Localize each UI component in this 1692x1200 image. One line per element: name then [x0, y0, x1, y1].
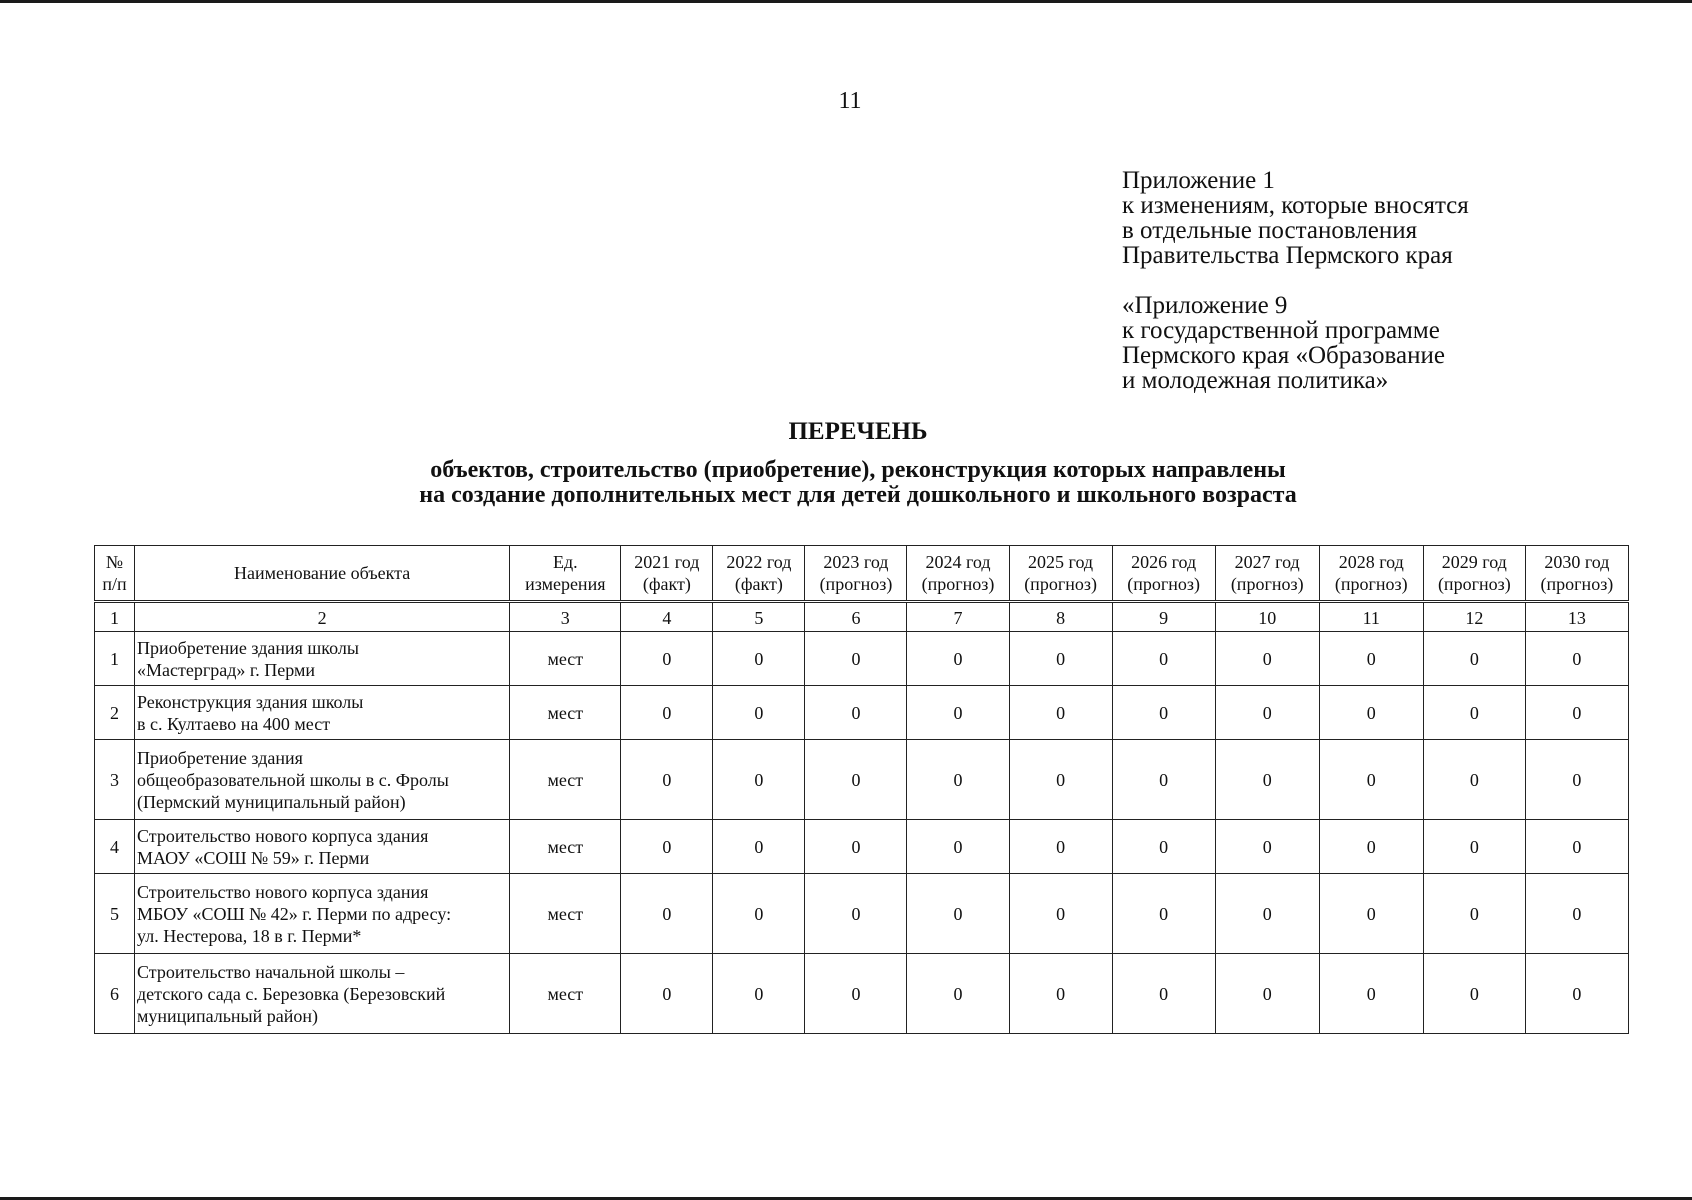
column-number-cell: 9 [1112, 602, 1215, 632]
header-text: 2027 год [1234, 552, 1300, 572]
value-cell: 0 [805, 874, 907, 954]
value-cell: 0 [1215, 820, 1319, 874]
value-cell: 0 [1009, 632, 1112, 686]
value-cell: 0 [1009, 954, 1112, 1034]
object-name-line: общеобразовательной школы в с. Фролы [137, 769, 449, 790]
object-name-line: «Мастерград» г. Перми [137, 659, 315, 680]
value-cell: 0 [1215, 874, 1319, 954]
value-cell: 0 [1525, 632, 1628, 686]
object-name-line: Строительство нового корпуса здания [137, 881, 429, 902]
value-cell: 0 [1009, 874, 1112, 954]
object-name [135, 874, 510, 954]
value-cell: 0 [713, 954, 805, 1034]
header-text: (факт) [642, 574, 691, 594]
annex-quoted-line: «Приложение 9 [1122, 292, 1288, 319]
column-number-cell: 4 [621, 602, 713, 632]
value-cell: 0 [1009, 686, 1112, 740]
annex-line: Приложение 1 [1122, 167, 1275, 194]
value-cell: 0 [713, 632, 805, 686]
value-cell: 0 [907, 740, 1009, 820]
unit-cell: мест [510, 954, 621, 1034]
table-row [95, 820, 1629, 874]
value-cell: 0 [1319, 954, 1423, 1034]
value-cell: 0 [907, 820, 1009, 874]
header-text: 2024 год [925, 552, 991, 572]
value-cell: 0 [713, 874, 805, 954]
value-cell: 0 [1319, 632, 1423, 686]
header-cell-name [135, 546, 510, 602]
value-cell: 0 [1319, 874, 1423, 954]
object-name-line: муниципальный район) [137, 1005, 319, 1026]
value-cell: 0 [907, 874, 1009, 954]
header-text: (прогноз) [1127, 574, 1200, 594]
column-number-cell: 8 [1009, 602, 1112, 632]
table-row [95, 874, 1629, 954]
value-cell: 0 [1112, 740, 1215, 820]
header-text: 2026 год [1131, 552, 1197, 572]
header-text: Ед. [552, 552, 578, 572]
header-cell-unit [510, 546, 621, 602]
annex-line: Правительства Пермского края [1122, 242, 1453, 269]
header-cell-year [1112, 546, 1215, 602]
object-name-line: Строительство нового корпуса здания [137, 825, 429, 846]
header-cell-year [621, 546, 713, 602]
annex-quoted-line: и молодежная политика» [1122, 367, 1389, 394]
value-cell: 0 [713, 740, 805, 820]
value-cell: 0 [621, 954, 713, 1034]
object-name-line: МБОУ «СОШ № 42» г. Перми по адресу: [137, 903, 452, 924]
value-cell: 0 [621, 632, 713, 686]
header-cell-year [907, 546, 1009, 602]
header-cell-year [1215, 546, 1319, 602]
value-cell: 0 [1319, 686, 1423, 740]
value-cell: 0 [621, 740, 713, 820]
value-cell: 0 [1112, 874, 1215, 954]
column-number-cell: 2 [135, 602, 510, 632]
value-cell: 0 [805, 954, 907, 1034]
header-cell-year [713, 546, 805, 602]
header-text: 2029 год [1441, 552, 1507, 572]
column-number-cell: 12 [1423, 602, 1525, 632]
object-name-line: детского сада с. Березовка (Березовский [137, 983, 446, 1004]
object-name-line: Приобретение здания [137, 747, 303, 768]
value-cell: 0 [907, 954, 1009, 1034]
unit-cell: мест [510, 686, 621, 740]
value-cell: 0 [713, 686, 805, 740]
value-cell: 0 [1423, 632, 1525, 686]
header-text: № [105, 552, 124, 572]
header-text: (прогноз) [1540, 574, 1614, 594]
value-cell: 0 [621, 874, 713, 954]
column-number-cell: 10 [1215, 602, 1319, 632]
header-text: (факт) [734, 574, 783, 594]
annex-quoted-line: Пермского края «Образование [1122, 342, 1445, 369]
header-row [95, 546, 1629, 602]
header-text: 2021 год [634, 552, 700, 572]
value-cell: 0 [1423, 686, 1525, 740]
column-number-cell: 3 [510, 602, 621, 632]
table-row [95, 632, 1629, 686]
header-text: (прогноз) [1230, 574, 1304, 594]
header-cell-year [1525, 546, 1628, 602]
header-text: 2030 год [1544, 552, 1610, 572]
object-name-line: Приобретение здания школы [137, 637, 359, 658]
top-scan-edge [0, 0, 1692, 3]
object-name [135, 686, 510, 740]
column-number-cell: 13 [1525, 602, 1628, 632]
table-row [95, 954, 1629, 1034]
object-name [135, 820, 510, 874]
object-name-line: МАОУ «СОШ № 59» г. Перми [137, 847, 370, 868]
value-cell: 0 [1525, 874, 1628, 954]
annex-quoted-line: к государственной программе [1122, 317, 1440, 344]
document-subtitle [0, 458, 1692, 508]
annex-spacer [1122, 268, 1469, 293]
subtitle-line: на создание дополнительных мест для детей дошкольного и школьного возраста [419, 482, 1297, 508]
column-number-row [95, 602, 1629, 632]
annex-block [1122, 168, 1469, 393]
value-cell: 0 [805, 740, 907, 820]
object-name [135, 954, 510, 1034]
subtitle-line: объектов, строительство (приобретение), реконструкция которых направлены [430, 457, 1286, 483]
header-text: 2022 год [726, 552, 792, 572]
value-cell: 0 [1215, 740, 1319, 820]
value-cell: 0 [1525, 740, 1628, 820]
row-number: 1 [95, 632, 135, 686]
unit-cell: мест [510, 820, 621, 874]
header-text: (прогноз) [819, 574, 893, 594]
unit-cell: мест [510, 632, 621, 686]
header-cell-year [1009, 546, 1112, 602]
column-number-cell: 11 [1319, 602, 1423, 632]
table-header [95, 546, 1629, 602]
annex-line: к изменениям, которые вносятся [1122, 192, 1469, 219]
value-cell: 0 [1112, 954, 1215, 1034]
value-cell: 0 [621, 820, 713, 874]
object-name [135, 740, 510, 820]
value-cell: 0 [1525, 820, 1628, 874]
value-cell: 0 [1525, 686, 1628, 740]
value-cell: 0 [907, 632, 1009, 686]
value-cell: 0 [1112, 686, 1215, 740]
value-cell: 0 [1009, 820, 1112, 874]
object-name-line: (Пермский муниципальный район) [137, 791, 406, 812]
value-cell: 0 [1423, 820, 1525, 874]
column-number-cell: 5 [713, 602, 805, 632]
header-text: п/п [102, 574, 127, 594]
value-cell: 0 [805, 632, 907, 686]
header-text: (прогноз) [921, 574, 995, 594]
value-cell: 0 [1423, 740, 1525, 820]
header-text: Наименование объекта [234, 563, 411, 583]
object-name-line: Строительство начальной школы – [137, 961, 405, 982]
header-text: (прогноз) [1437, 574, 1511, 594]
value-cell: 0 [713, 820, 805, 874]
header-text: (прогноз) [1024, 574, 1097, 594]
value-cell: 0 [1112, 820, 1215, 874]
value-cell: 0 [1319, 820, 1423, 874]
value-cell: 0 [907, 686, 1009, 740]
table-row [95, 686, 1629, 740]
value-cell: 0 [1319, 740, 1423, 820]
header-text: (прогноз) [1334, 574, 1408, 594]
value-cell: 0 [1112, 632, 1215, 686]
value-cell: 0 [1423, 954, 1525, 1034]
value-cell: 0 [1215, 632, 1319, 686]
header-text: 2028 год [1338, 552, 1404, 572]
unit-cell: мест [510, 874, 621, 954]
value-cell: 0 [805, 820, 907, 874]
header-text: измерения [525, 574, 606, 594]
value-cell: 0 [1009, 740, 1112, 820]
value-cell: 0 [805, 686, 907, 740]
row-number: 5 [95, 874, 135, 954]
value-cell: 0 [1423, 874, 1525, 954]
header-text: 2023 год [823, 552, 889, 572]
value-cell: 0 [1215, 686, 1319, 740]
row-number: 3 [95, 740, 135, 820]
row-number: 2 [95, 686, 135, 740]
value-cell: 0 [621, 686, 713, 740]
header-cell-num [95, 546, 135, 602]
table-row [95, 740, 1629, 820]
row-number: 6 [95, 954, 135, 1034]
header-cell-year [1319, 546, 1423, 602]
table-body [95, 602, 1629, 1034]
column-number-cell: 1 [95, 602, 135, 632]
value-cell: 0 [1525, 954, 1628, 1034]
unit-cell: мест [510, 740, 621, 820]
object-name-line: в с. Култаево на 400 мест [137, 713, 331, 734]
header-text: 2025 год [1028, 552, 1094, 572]
object-name [135, 632, 510, 686]
objects-table [94, 545, 1629, 1034]
page-number: 11 [838, 88, 862, 114]
document-title: ПЕРЕЧЕНЬ [788, 418, 928, 445]
object-name-line: Реконструкция здания школы [137, 691, 364, 712]
value-cell: 0 [1215, 954, 1319, 1034]
header-cell-year [805, 546, 907, 602]
row-number: 4 [95, 820, 135, 874]
column-number-cell: 6 [805, 602, 907, 632]
column-number-cell: 7 [907, 602, 1009, 632]
header-cell-year [1423, 546, 1525, 602]
annex-line: в отдельные постановления [1122, 217, 1418, 244]
object-name-line: ул. Нестерова, 18 в г. Перми* [137, 925, 362, 946]
